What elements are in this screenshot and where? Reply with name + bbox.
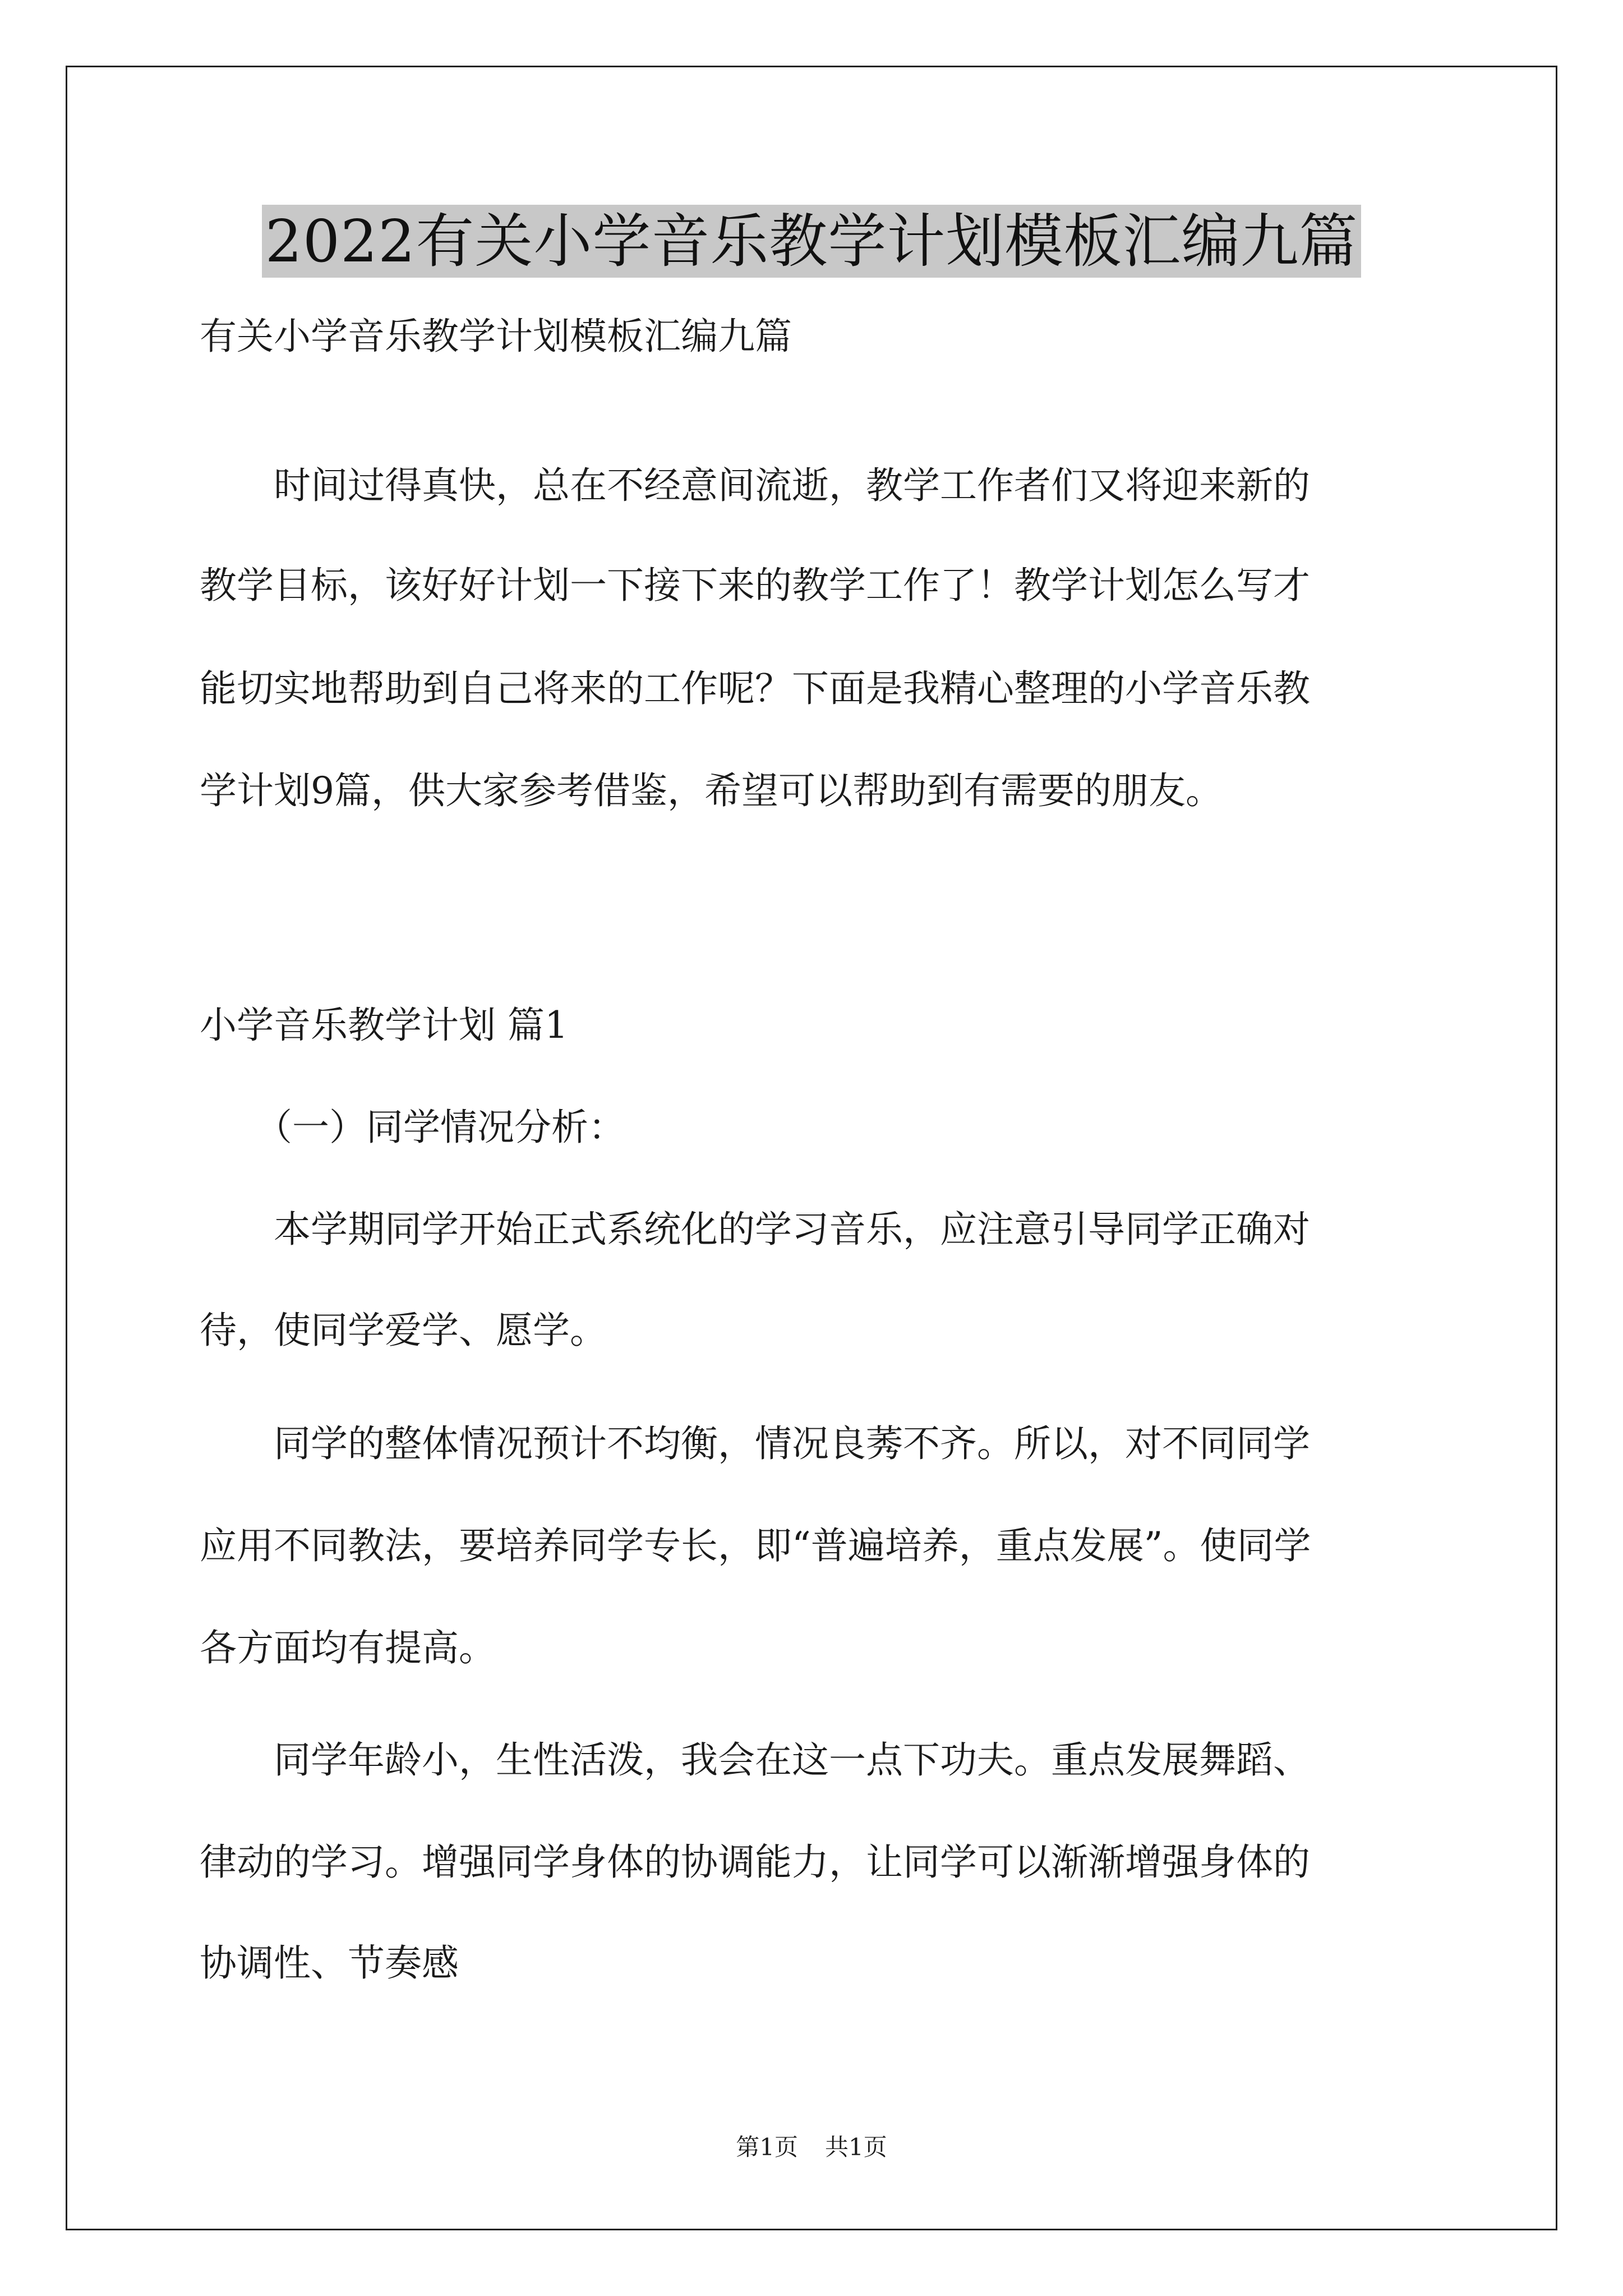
title-container <box>0 205 1623 278</box>
section-heading: 小学音乐教学计划 篇1 <box>200 1004 568 1047</box>
page-number-current: 第1页 <box>736 2133 798 2161</box>
body-text-line: 时间过得真快，总在不经意间流逝，教学工作者们又将迎来新的 <box>200 464 1310 507</box>
body-text-line: 本学期同学开始正式系统化的学习音乐，应注意引导同学正确对 <box>200 1208 1310 1251</box>
body-text-line: 教学目标，该好好计划一下接下来的教学工作了！教学计划怎么写才 <box>200 564 1310 607</box>
page-number-total: 共1页 <box>825 2133 887 2161</box>
body-text-line: 同学年龄小，生性活泼，我会在这一点下功夫。重点发展舞蹈、 <box>200 1738 1310 1782</box>
page-footer <box>0 2132 1623 2163</box>
body-text-line: 能切实地帮助到自己将来的工作呢？下面是我精心整理的小学音乐教 <box>200 667 1310 710</box>
document-title: 2022有关小学音乐教学计划模板汇编九篇 <box>262 205 1362 278</box>
body-text-line: 待，使同学爱学、愿学。 <box>200 1309 607 1352</box>
body-text-line: 律动的学习。增强同学身体的协调能力，让同学可以渐渐增强身体的 <box>200 1841 1310 1884</box>
body-text-line: 协调性、节奏感 <box>200 1941 459 1985</box>
body-text-line: 同学的整体情况预计不均衡，情况良莠不齐。所以，对不同同学 <box>200 1422 1310 1465</box>
body-text-line: 应用不同教法，要培养同学专长，即“普遍培养，重点发展”。使同学 <box>200 1524 1311 1567</box>
body-text-line: （一）同学情况分析： <box>200 1106 625 1149</box>
subtitle-line: 有关小学音乐教学计划模板汇编九篇 <box>200 315 792 358</box>
body-text-line: 学计划9篇，供大家参考借鉴，希望可以帮助到有需要的朋友。 <box>200 769 1223 812</box>
body-text-line: 各方面均有提高。 <box>200 1626 496 1669</box>
